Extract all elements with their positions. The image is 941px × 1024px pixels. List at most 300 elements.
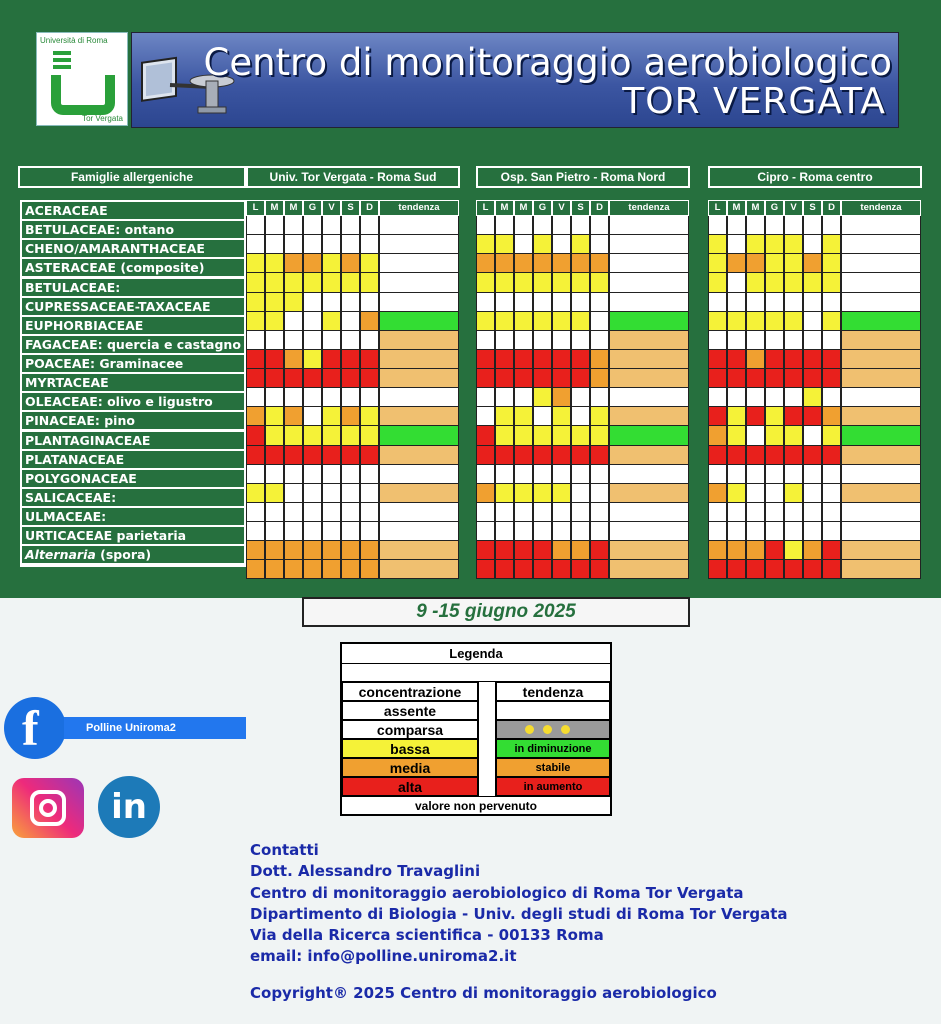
facebook-glyph: f xyxy=(22,700,39,756)
concentration-cell xyxy=(746,560,765,579)
concentration-cell xyxy=(727,293,746,312)
university-logo xyxy=(36,32,128,126)
concentration-cell xyxy=(571,369,590,388)
concentration-cell xyxy=(784,350,803,369)
tendency-cell xyxy=(609,407,689,426)
concentration-cell xyxy=(708,522,727,541)
concentration-cell xyxy=(495,369,514,388)
concentration-cell xyxy=(727,312,746,331)
concentration-cell xyxy=(727,503,746,522)
concentration-cell xyxy=(360,293,379,312)
concentration-cell xyxy=(265,331,284,350)
concentration-cell xyxy=(476,484,495,503)
station-header-sud: Univ. Tor Vergata - Roma Sud xyxy=(246,166,460,188)
concentration-cell xyxy=(708,503,727,522)
concentration-cell xyxy=(784,522,803,541)
concentration-cell xyxy=(341,312,360,331)
concentration-cell xyxy=(765,216,784,235)
concentration-cell xyxy=(571,273,590,292)
concentration-cell xyxy=(552,254,571,273)
concentration-cell xyxy=(822,331,841,350)
concentration-cell xyxy=(765,369,784,388)
concentration-cell xyxy=(727,407,746,426)
concentration-cell xyxy=(746,484,765,503)
concentration-cell xyxy=(514,331,533,350)
tendency-cell xyxy=(841,388,921,407)
concentration-cell xyxy=(495,273,514,292)
concentration-cell xyxy=(533,312,552,331)
concentration-cell xyxy=(476,426,495,445)
concentration-cell xyxy=(727,446,746,465)
concentration-cell xyxy=(514,465,533,484)
concentration-cell xyxy=(746,541,765,560)
concentration-cell xyxy=(822,235,841,254)
concentration-cell xyxy=(495,446,514,465)
concentration-cell xyxy=(514,407,533,426)
concentration-cell xyxy=(265,293,284,312)
concentration-cell xyxy=(727,484,746,503)
concentration-cell xyxy=(746,465,765,484)
concentration-cell xyxy=(746,273,765,292)
concentration-cell xyxy=(476,369,495,388)
concentration-cell xyxy=(571,426,590,445)
concentration-cell xyxy=(552,235,571,254)
concentration-cell xyxy=(495,216,514,235)
concentration-cell xyxy=(822,541,841,560)
concentration-cell xyxy=(571,293,590,312)
concentration-cell xyxy=(495,254,514,273)
concentration-cell xyxy=(514,312,533,331)
concentration-cell xyxy=(803,560,822,579)
tendency-cell xyxy=(379,273,459,292)
concentration-cell xyxy=(303,350,322,369)
banner-subtitle: TOR VERGATA xyxy=(622,81,886,122)
concentration-cell xyxy=(246,388,265,407)
legend-stable: stabile xyxy=(496,758,610,777)
tendency-cell xyxy=(379,216,459,235)
legend-absent: assente xyxy=(342,701,478,720)
legend-increase: in aumento xyxy=(496,777,610,796)
concentration-cell xyxy=(476,331,495,350)
concentration-cell xyxy=(571,331,590,350)
concentration-cell xyxy=(765,331,784,350)
concentration-cell xyxy=(590,426,609,445)
tendency-header: tendenza xyxy=(841,200,921,216)
concentration-cell xyxy=(784,312,803,331)
concentration-cell xyxy=(708,426,727,445)
concentration-cell xyxy=(552,560,571,579)
concentration-cell xyxy=(708,293,727,312)
concentration-cell xyxy=(341,350,360,369)
concentration-cell xyxy=(495,426,514,445)
tendency-header: tendenza xyxy=(609,200,689,216)
concentration-cell xyxy=(514,426,533,445)
concentration-cell xyxy=(284,235,303,254)
concentration-cell xyxy=(284,216,303,235)
concentration-cell xyxy=(246,331,265,350)
station-grid-centro xyxy=(708,200,921,579)
banner-title: Centro di monitoraggio aerobiologico xyxy=(203,41,892,84)
day-header: L xyxy=(246,200,265,216)
legend-medium: media xyxy=(342,758,478,777)
concentration-cell xyxy=(246,503,265,522)
concentration-cell xyxy=(246,293,265,312)
concentration-cell xyxy=(708,273,727,292)
concentration-cell xyxy=(246,312,265,331)
concentration-cell xyxy=(303,484,322,503)
concentration-cell xyxy=(571,465,590,484)
concentration-cell xyxy=(265,235,284,254)
concentration-cell xyxy=(495,522,514,541)
concentration-cell xyxy=(803,293,822,312)
family-label: POACEAE: Graminacee xyxy=(22,355,244,372)
tendency-cell xyxy=(841,522,921,541)
concentration-cell xyxy=(533,541,552,560)
day-header: S xyxy=(341,200,360,216)
tendency-cell xyxy=(379,235,459,254)
concentration-cell xyxy=(533,426,552,445)
concentration-cell xyxy=(495,407,514,426)
family-label-italic: Alternaria xyxy=(25,547,96,563)
tendency-cell xyxy=(841,235,921,254)
concentration-cell xyxy=(303,503,322,522)
tendency-cell xyxy=(609,293,689,312)
concentration-cell xyxy=(571,312,590,331)
concentration-cell xyxy=(784,446,803,465)
contact-email[interactable]: email: info@polline.uniroma2.it xyxy=(250,947,517,966)
concentration-cell xyxy=(571,216,590,235)
tendency-cell xyxy=(609,426,689,445)
concentration-cell xyxy=(495,560,514,579)
concentration-cell xyxy=(708,388,727,407)
tendency-cell xyxy=(379,293,459,312)
concentration-cell xyxy=(727,350,746,369)
day-header: L xyxy=(708,200,727,216)
concentration-cell xyxy=(265,369,284,388)
concentration-cell xyxy=(246,465,265,484)
concentration-cell xyxy=(495,388,514,407)
tendency-cell xyxy=(379,407,459,426)
concentration-cell xyxy=(322,350,341,369)
concentration-cell xyxy=(303,522,322,541)
concentration-cell xyxy=(246,522,265,541)
concentration-cell xyxy=(495,541,514,560)
day-header: V xyxy=(784,200,803,216)
concentration-cell xyxy=(360,541,379,560)
station-grid-nord xyxy=(476,200,689,579)
day-header: M xyxy=(746,200,765,216)
concentration-cell xyxy=(360,503,379,522)
concentration-cell xyxy=(284,541,303,560)
concentration-cell xyxy=(246,446,265,465)
concentration-cell xyxy=(822,216,841,235)
concentration-cell xyxy=(341,560,360,579)
day-header: S xyxy=(571,200,590,216)
contact-center: Centro di monitoraggio aerobiologico di Roma Tor Vergata xyxy=(250,883,744,902)
facebook-icon[interactable] xyxy=(4,697,66,759)
concentration-cell xyxy=(765,273,784,292)
tendency-cell xyxy=(379,484,459,503)
family-label: SALICACEAE: xyxy=(22,489,244,506)
concentration-cell xyxy=(322,254,341,273)
concentration-cell xyxy=(533,522,552,541)
facebook-link[interactable]: Polline Uniroma2 xyxy=(64,717,246,739)
concentration-cell xyxy=(514,216,533,235)
concentration-cell xyxy=(533,407,552,426)
concentration-cell xyxy=(552,293,571,312)
concentration-cell xyxy=(590,331,609,350)
concentration-cell xyxy=(803,388,822,407)
station-header-nord: Osp. San Pietro - Roma Nord xyxy=(476,166,690,188)
tendency-cell xyxy=(609,350,689,369)
concentration-cell xyxy=(514,541,533,560)
concentration-cell xyxy=(708,216,727,235)
day-header: V xyxy=(552,200,571,216)
concentration-cell xyxy=(803,273,822,292)
concentration-cell xyxy=(360,522,379,541)
week-range: 9 -15 giugno 2025 xyxy=(302,597,690,627)
tendency-cell xyxy=(609,331,689,350)
legend-concentration-label: concentrazione xyxy=(342,682,478,701)
concentration-cell xyxy=(284,273,303,292)
concentration-cell xyxy=(246,541,265,560)
concentration-cell xyxy=(284,369,303,388)
linkedin-icon[interactable]: in xyxy=(98,776,160,838)
tendency-cell xyxy=(609,254,689,273)
concentration-cell xyxy=(746,369,765,388)
concentration-cell xyxy=(533,465,552,484)
station-header-centro: Cipro - Roma centro xyxy=(708,166,922,188)
day-header: D xyxy=(360,200,379,216)
concentration-cell xyxy=(590,407,609,426)
concentration-cell xyxy=(533,235,552,254)
day-header: G xyxy=(533,200,552,216)
concentration-cell xyxy=(765,426,784,445)
concentration-cell xyxy=(765,465,784,484)
concentration-cell xyxy=(303,312,322,331)
concentration-cell xyxy=(765,541,784,560)
concentration-cell xyxy=(571,388,590,407)
concentration-cell xyxy=(552,369,571,388)
concentration-cell xyxy=(803,350,822,369)
tendency-cell xyxy=(841,426,921,445)
concentration-cell xyxy=(476,446,495,465)
title-banner xyxy=(131,32,899,128)
concentration-cell xyxy=(803,369,822,388)
concentration-cell xyxy=(284,312,303,331)
family-label: ASTERACEAE (composite) xyxy=(22,259,244,276)
concentration-cell xyxy=(727,331,746,350)
concentration-cell xyxy=(552,350,571,369)
concentration-cell xyxy=(590,484,609,503)
concentration-cell xyxy=(708,446,727,465)
concentration-cell xyxy=(246,369,265,388)
tendency-cell xyxy=(841,312,921,331)
concentration-cell xyxy=(360,216,379,235)
family-label: PLANTAGINACEAE xyxy=(22,432,244,449)
concentration-cell xyxy=(303,369,322,388)
concentration-cell xyxy=(514,350,533,369)
concentration-cell xyxy=(822,273,841,292)
concentration-cell xyxy=(303,388,322,407)
concentration-cell xyxy=(822,560,841,579)
concentration-cell xyxy=(533,560,552,579)
tendency-cell xyxy=(379,446,459,465)
concentration-cell xyxy=(265,426,284,445)
tendency-cell xyxy=(379,560,459,579)
concentration-cell xyxy=(476,254,495,273)
concentration-cell xyxy=(322,446,341,465)
concentration-cell xyxy=(533,388,552,407)
concentration-cell xyxy=(514,522,533,541)
concentration-cell xyxy=(265,446,284,465)
concentration-cell xyxy=(822,426,841,445)
day-header: S xyxy=(803,200,822,216)
concentration-cell xyxy=(552,273,571,292)
concentration-cell xyxy=(590,388,609,407)
day-header: V xyxy=(322,200,341,216)
concentration-cell xyxy=(590,216,609,235)
concentration-cell xyxy=(708,484,727,503)
concentration-cell xyxy=(708,407,727,426)
concentration-cell xyxy=(533,369,552,388)
concentration-cell xyxy=(265,350,284,369)
concentration-cell xyxy=(822,388,841,407)
concentration-cell xyxy=(514,560,533,579)
tendency-cell xyxy=(841,293,921,312)
concentration-cell xyxy=(303,331,322,350)
concentration-cell xyxy=(727,273,746,292)
tendency-cell xyxy=(379,426,459,445)
concentration-cell xyxy=(284,446,303,465)
concentration-cell xyxy=(552,407,571,426)
concentration-cell xyxy=(284,350,303,369)
concentration-cell xyxy=(727,369,746,388)
concentration-cell xyxy=(360,426,379,445)
tendency-cell xyxy=(609,446,689,465)
concentration-cell xyxy=(265,407,284,426)
tendency-cell xyxy=(379,522,459,541)
tendency-cell xyxy=(841,350,921,369)
legend xyxy=(340,642,612,816)
concentration-cell xyxy=(476,350,495,369)
tendency-cell xyxy=(841,503,921,522)
concentration-cell xyxy=(360,235,379,254)
tendency-cell xyxy=(841,273,921,292)
concentration-cell xyxy=(765,522,784,541)
concentration-cell xyxy=(514,235,533,254)
concentration-cell xyxy=(746,254,765,273)
concentration-cell xyxy=(746,216,765,235)
concentration-cell xyxy=(341,293,360,312)
family-label: PINACEAE: pino xyxy=(22,412,244,429)
tendency-cell xyxy=(609,503,689,522)
concentration-cell xyxy=(552,522,571,541)
concentration-cell xyxy=(360,312,379,331)
concentration-cell xyxy=(571,254,590,273)
concentration-cell xyxy=(533,293,552,312)
day-header: M xyxy=(265,200,284,216)
logo-top-text: Università di Roma xyxy=(40,36,108,45)
concentration-cell xyxy=(284,331,303,350)
concentration-cell xyxy=(727,388,746,407)
concentration-cell xyxy=(265,273,284,292)
concentration-cell xyxy=(360,388,379,407)
concentration-cell xyxy=(765,560,784,579)
family-label: BETULACEAE: ontano xyxy=(22,221,244,238)
concentration-cell xyxy=(822,522,841,541)
concentration-cell xyxy=(265,254,284,273)
concentration-cell xyxy=(590,254,609,273)
tendency-cell xyxy=(841,560,921,579)
day-header: L xyxy=(476,200,495,216)
concentration-cell xyxy=(476,388,495,407)
concentration-cell xyxy=(322,216,341,235)
concentration-cell xyxy=(514,273,533,292)
legend-low: bassa xyxy=(342,739,478,758)
concentration-cell xyxy=(495,484,514,503)
concentration-cell xyxy=(590,350,609,369)
day-header: G xyxy=(765,200,784,216)
day-header: M xyxy=(495,200,514,216)
concentration-cell xyxy=(727,541,746,560)
concentration-cell xyxy=(590,235,609,254)
concentration-cell xyxy=(246,254,265,273)
concentration-cell xyxy=(708,465,727,484)
concentration-cell xyxy=(765,254,784,273)
tendency-header: tendenza xyxy=(379,200,459,216)
concentration-cell xyxy=(265,484,284,503)
tendency-cell xyxy=(379,541,459,560)
concentration-cell xyxy=(246,407,265,426)
concentration-cell xyxy=(476,465,495,484)
concentration-cell xyxy=(341,331,360,350)
concentration-cell xyxy=(341,235,360,254)
tendency-cell xyxy=(379,331,459,350)
concentration-cell xyxy=(822,369,841,388)
concentration-cell xyxy=(284,388,303,407)
concentration-cell xyxy=(784,293,803,312)
concentration-cell xyxy=(476,560,495,579)
concentration-cell xyxy=(284,407,303,426)
concentration-cell xyxy=(708,350,727,369)
family-label: PLATANACEAE xyxy=(22,451,244,468)
concentration-cell xyxy=(533,254,552,273)
family-label: ACERACEAE xyxy=(22,202,244,219)
family-label-rest: (spora) xyxy=(95,547,152,563)
concentration-cell xyxy=(708,331,727,350)
concentration-cell xyxy=(784,503,803,522)
copyright: Copyright® 2025 Centro di monitoraggio aerobiologico xyxy=(250,984,717,1002)
concentration-cell xyxy=(533,484,552,503)
concentration-cell xyxy=(476,407,495,426)
tendency-cell xyxy=(841,446,921,465)
concentration-cell xyxy=(495,465,514,484)
legend-high: alta xyxy=(342,777,478,796)
instagram-icon[interactable] xyxy=(12,778,84,838)
concentration-cell xyxy=(303,407,322,426)
concentration-cell xyxy=(360,369,379,388)
concentration-cell xyxy=(765,350,784,369)
concentration-cell xyxy=(803,216,822,235)
legend-missing-swatch xyxy=(496,720,610,739)
families-header: Famiglie allergeniche xyxy=(18,166,246,188)
concentration-cell xyxy=(284,293,303,312)
concentration-cell xyxy=(552,484,571,503)
concentration-cell xyxy=(360,484,379,503)
contacts-heading: Contatti xyxy=(250,841,319,859)
tendency-cell xyxy=(609,522,689,541)
